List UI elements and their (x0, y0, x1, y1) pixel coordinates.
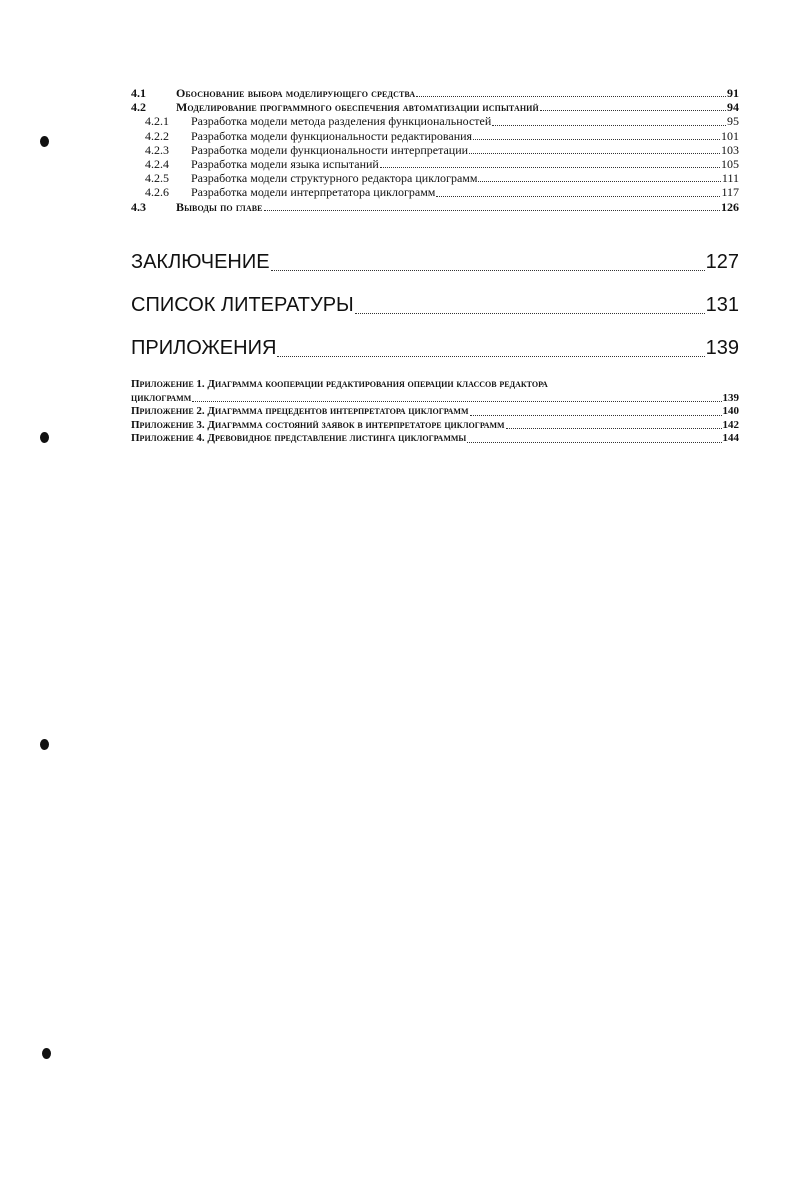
toc-entry-page: 95 (727, 114, 739, 129)
toc-entry[interactable] (131, 86, 739, 100)
toc-entry[interactable] (131, 129, 739, 143)
toc-appendix-page: 142 (722, 418, 739, 431)
toc-entry-page: 126 (721, 199, 739, 214)
toc-appendix-entry[interactable] (131, 432, 739, 446)
toc-entry-page: 111 (721, 171, 739, 186)
binder-hole-3 (40, 739, 49, 750)
toc-entry[interactable] (131, 114, 739, 128)
toc-entry-title: Выводы по главе (176, 199, 263, 214)
toc-chapter-title: СПИСОК ЛИТЕРАТУРЫ (131, 294, 354, 316)
toc-entry-number: 4.1 (131, 86, 146, 100)
dot-leader (492, 116, 726, 126)
toc-chapter-appendices[interactable] (131, 337, 739, 361)
toc-appendix-entry[interactable] (131, 419, 739, 433)
toc-appendix-entry[interactable] (131, 405, 739, 419)
toc-entry-number: 4.2.4 (145, 156, 169, 171)
toc-appendix-page: 144 (722, 432, 739, 444)
toc-appendix-title: Приложение 4. Древовидное представление листинга циклограммы (131, 432, 467, 444)
toc-entry-number: 4.2.5 (145, 171, 169, 186)
toc-appendix-title-line2: циклограмм (131, 391, 192, 404)
toc-entry-title: Моделирование программного обеспечения автоматизации испытаний (176, 100, 539, 115)
toc-appendix-page: 139 (722, 391, 739, 404)
toc-entry-title: Разработка модели языка испытаний (191, 156, 379, 171)
toc-entry-page: 101 (721, 128, 739, 143)
toc-chapter-title: ПРИЛОЖЕНИЯ (131, 337, 277, 359)
toc-entry[interactable] (131, 157, 739, 171)
dot-leader (540, 101, 726, 111)
toc-entry-page: 117 (721, 185, 739, 200)
dot-leader (355, 299, 705, 314)
toc-entry-title: Разработка модели метода разделения функциональностей (191, 114, 492, 129)
toc-appendix-entry[interactable] (131, 378, 739, 405)
dot-leader (470, 406, 722, 416)
dot-leader (478, 172, 720, 182)
toc-chapter-page: 127 (705, 251, 739, 273)
toc-entry-number: 4.3 (131, 199, 146, 214)
toc-appendix-title: Приложение 3. Диаграмма состояний заявок в интерпретаторе циклограмм (131, 418, 505, 431)
toc-appendix-page: 140 (722, 405, 739, 417)
dot-leader (506, 419, 722, 429)
dot-leader (192, 392, 721, 402)
dot-leader (416, 87, 726, 97)
toc-sections (131, 86, 739, 214)
toc-entry-page: 91 (727, 86, 739, 100)
toc-chapter-page: 131 (705, 294, 739, 316)
toc-chapter-title: ЗАКЛЮЧЕНИЕ (131, 251, 270, 273)
toc-entry-title: Обоснование выбора моделирующего средства (176, 86, 416, 100)
toc-entry-number: 4.2.1 (145, 114, 169, 129)
dot-leader (473, 130, 720, 140)
toc-chapter-references[interactable] (131, 294, 739, 318)
dot-leader (271, 256, 705, 271)
binder-hole-2 (40, 432, 49, 443)
dot-leader (469, 144, 720, 154)
binder-hole-1 (40, 136, 49, 147)
toc-entry-number: 4.2.6 (145, 185, 169, 200)
toc-entry-page: 103 (721, 142, 739, 157)
toc-entry-title: Разработка модели структурного редактора циклограмм (191, 171, 478, 186)
toc-appendix-title: Приложение 2. Диаграмма прецедентов интерпретатора циклограмм (131, 405, 469, 417)
toc-chapter-conclusion[interactable] (131, 251, 739, 275)
binder-hole-4 (42, 1048, 51, 1059)
toc-entry-title: Разработка модели интерпретатора циклограмм (191, 185, 436, 200)
dot-leader (436, 187, 720, 197)
toc-entry[interactable] (131, 200, 739, 214)
dot-leader (467, 433, 721, 443)
toc-entry-number: 4.2.3 (145, 142, 169, 157)
dot-leader (277, 342, 704, 357)
toc-entry[interactable] (131, 171, 739, 185)
toc-entry-title: Разработка модели функциональности интерпретации (191, 142, 469, 157)
toc-entry-number: 4.2.2 (145, 128, 169, 143)
toc-appendix-title-line1: Приложение 1. Диаграмма кооперации редактирования операции классов редактора (131, 378, 548, 390)
toc-appendices (131, 378, 739, 446)
toc-entry-number: 4.2 (131, 100, 146, 115)
toc-chapter-page: 139 (705, 337, 739, 359)
toc-entry-title: Разработка модели функциональности редактирования (191, 128, 473, 143)
toc-entry-page: 105 (721, 156, 739, 171)
dot-leader (264, 201, 720, 211)
toc-entry-page: 94 (727, 100, 739, 115)
toc-entry[interactable] (131, 143, 739, 157)
dot-leader (380, 158, 720, 168)
toc-entry[interactable] (131, 185, 739, 199)
toc-entry[interactable] (131, 100, 739, 114)
